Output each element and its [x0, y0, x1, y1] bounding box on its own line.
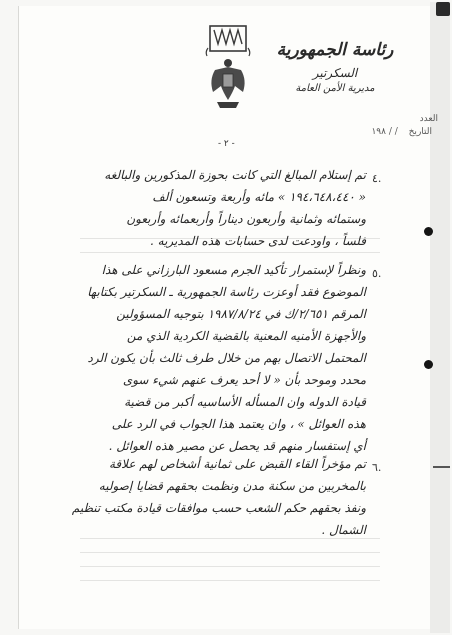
paragraph-number: ٥.: [372, 267, 382, 280]
bleed-through-line: [80, 252, 380, 253]
bleed-through-line: [80, 552, 380, 553]
reference-number-label: العدد: [419, 114, 438, 124]
letterhead-title: رئاسة الجمهورية: [276, 40, 394, 60]
letterhead-office: السكرتير: [312, 66, 358, 80]
page-number: - ٢ -: [218, 139, 235, 149]
page-edge: [430, 2, 450, 633]
paragraph-line: بالمخربين من سكنة مدن ونظمت بحقهم قضايا إصوليه: [98, 479, 366, 493]
paragraph-line: « ١٩٤،٦٤٨،٤٤٠ » مائه وأربعة وتسعون ألف: [152, 190, 366, 204]
paragraph-number: ٤.: [372, 172, 382, 185]
paragraph-line: قيادة الدوله وان المسأله الأساسيه أكبر من قضية: [124, 395, 366, 409]
paragraph-line: محدد وموحد بأن « لا أحد يعرف عنهم شيء سوى: [122, 373, 366, 387]
paragraph-line: المحتمل الاتصال بهم من خلال طرف ثالث بأن يكون الرد: [87, 351, 366, 365]
date-value: / / ١٩٨: [371, 127, 398, 137]
paragraph-line: أي إستفسار منهم قد يحصل عن مصير هذه العوائل .: [108, 439, 366, 453]
bleed-through-line: [80, 566, 380, 567]
paragraph-line: وستمائه وثمانية وأربعون ديناراً وأربعمائه وأربعون: [126, 212, 366, 226]
paragraph-line: الموضوع فقد أوعزت رئاسة الجمهورية ـ السكرتير بكتابها: [87, 285, 366, 299]
letterhead: [260, 40, 410, 94]
bleed-through-line: [80, 580, 380, 581]
paragraph-number: ٦.: [372, 461, 382, 474]
punch-hole-bottom: [424, 360, 433, 369]
paragraph-line: تم مؤخراً القاء القبض على ثمانية أشخاص لهم علاقة: [108, 457, 366, 471]
paragraph-line: الشمال .: [321, 523, 366, 537]
eagle-emblem-icon: [203, 20, 253, 115]
paragraph-6: [48, 453, 366, 541]
punch-hole-top: [424, 227, 433, 236]
paragraph-line: هذه العوائل » ، وان يعتمد هذا الجواب في الرد على: [111, 417, 366, 431]
fold-tick: [433, 466, 450, 468]
paragraph-line: فلساً ، واودعت لدى حسابات هذه المديريه .: [150, 234, 366, 248]
paragraph-line: المرقم ٢/٦٥١/ك في ١٩٨٧/٨/٢٤ بتوجيه المسؤولين: [116, 307, 366, 321]
paragraph-5: [48, 259, 366, 457]
paragraph-line: ونظراً لإستمرار تأكيد الجرم مسعود البارزاني على هذا: [101, 263, 366, 277]
date-field: [282, 127, 432, 137]
page-corner-mark: [436, 2, 450, 16]
paragraph-4: [48, 164, 366, 252]
paragraph-line: تم إستلام المبالغ التي كانت بحوزة المذكورين والبالغه: [104, 168, 366, 182]
letterhead-department: مديرية الأمن العامة: [295, 83, 375, 94]
paragraph-line: والأجهزة الأمنيه المعنية بالقضية الكردية الذي من: [126, 329, 366, 343]
paragraph-line: ونفذ بحقهم حكم الشعب حسب موافقات قيادة مكتب تنظيم: [71, 501, 366, 515]
date-label: التاريخ: [408, 127, 432, 137]
